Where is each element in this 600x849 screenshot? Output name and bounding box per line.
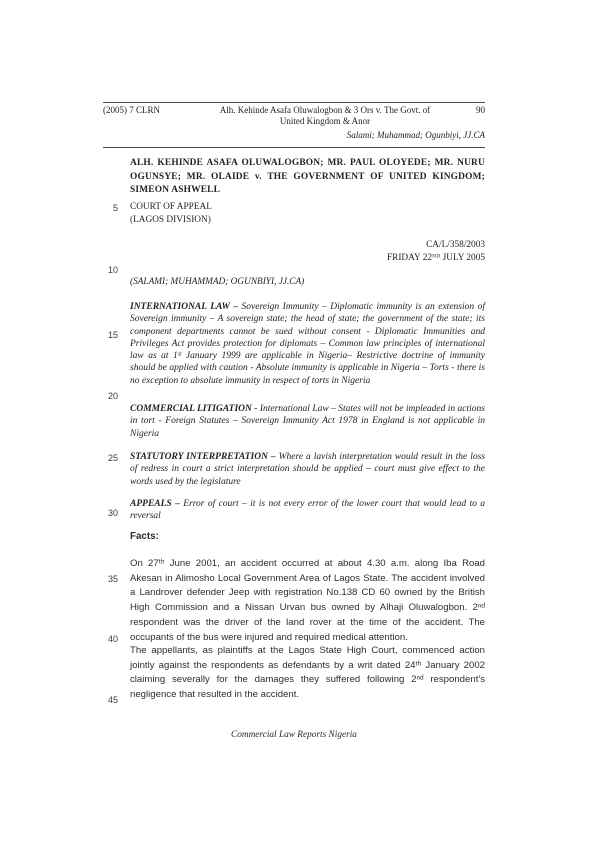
headnote-commercial-litigation [130, 403, 485, 440]
judgment-date: FRIDAY 22ᴺᴰ JULY 2005 [386, 252, 485, 263]
court-block [130, 201, 485, 227]
headnote-label: APPEALS [130, 499, 172, 509]
report-citation: (2005) 7 CLRN [103, 105, 160, 115]
header-bottom-rule [103, 147, 485, 148]
court-name: COURT OF APPEAL [130, 202, 212, 212]
suit-number: CA/L/358/2003 [426, 240, 485, 250]
running-case-line-1: Alh. Kehinde Asafa Oluwalogbon & 3 Ors v. The Govt. of [219, 105, 431, 115]
line-number: 25 [107, 453, 118, 463]
line-number: 45 [107, 695, 118, 705]
running-case-line-2: United Kingdom & Anor [279, 116, 371, 126]
line-number: 40 [107, 634, 118, 644]
facts-paragraph-2: The appellants, as plaintiffs at the Lagos State High Court, commenced action jointly against the respondents as defendants by a writ dated 24ᵗʰ January 2002 claiming severally for the damages they suffered following 2ⁿᵈ respondent's negligence that resulted in the accident. [130, 645, 485, 701]
page-number: 90 [476, 105, 485, 115]
headnote-separator: – [267, 452, 279, 462]
headnote-international-law [130, 301, 485, 387]
headnote-separator: – [171, 499, 184, 509]
case-title: ALH. KEHINDE ASAFA OLUWALOGBON; MR. PAUL OLOYEDE; MR. NURU OGUNSYE; MR. OLAIDE v. THE GOVERNMENT OF UNITED KINGDOM; SIMEON ASHWELL [130, 158, 485, 195]
headnote-label: STATUTORY INTERPRETATION [130, 452, 268, 462]
headnote-appeals [130, 498, 485, 523]
headnote-separator: – [229, 302, 242, 312]
facts-paragraph-1: On 27ᵗʰ June 2001, an accident occurred at about 4.30 a.m. along Iba Road Akesan in Alimosho Local Government Area of Lagos State. The accident involved a Landrover defender Jeep with registration No.138 CD 60 owned by the British High Commission and a Nissan Urvan bus owned by Alhaji Oluwalogbon. 2ⁿᵈ respondent was the driver of the land rover at the time of the accident. The occupants of the bus were injured and required medical attention. [130, 558, 485, 643]
headnote-label: COMMERCIAL LITIGATION [130, 404, 252, 414]
line-number: 20 [107, 391, 118, 401]
headnote-text: Error of court – it is not every error of the lower court that would lead to a reversal [130, 499, 486, 522]
headnote-text: Where a lavish interpretation would result in the loss of redress in court a strict interpretation should be applied – court must give effect to the words used by the legislature [130, 452, 485, 487]
line-number: 30 [107, 508, 118, 518]
running-header [103, 105, 485, 127]
facts-heading: Facts: [130, 531, 159, 542]
running-judges: Salami; Muhammad; Ogunbiyi, JJ.CA [346, 130, 485, 140]
headnote-text: International Law – States will not be impleaded in actions in tort - Foreign Statutes – Sovereign Immunity Act 1978 in England is not applicable in Nigeria [130, 404, 485, 439]
footer-publication-name: Commercial Law Reports Nigeria [231, 730, 357, 740]
court-division: (LAGOS DIVISION) [130, 215, 211, 225]
headnote-separator: - [251, 404, 260, 414]
line-number: 10 [107, 265, 118, 275]
suit-block [130, 239, 485, 265]
coram: (SALAMI; MUHAMMAD; OGUNBIYI, JJ.CA) [130, 277, 305, 287]
headnote-text: Sovereign Immunity – Diplomatic immunity is an extension of Sovereign immunity – A sovereign state; the head of state; the government of the state; its component departments cannot be sued without consent - Diplomatic Immunities and Privileges Act provides protection for diplomats – Common law principles of international law as at 1ˢᵗ January 1999 are applicable in Nigeria– Restrictive doctrine of immunity should be applied with caution - Absolute immunity is applicable in Nigeria – Torts - there is no exception to absolute immunity in respect of torts in Nigeria [130, 302, 486, 386]
running-case-name [191, 105, 459, 127]
line-number: 15 [107, 330, 118, 340]
headnote-statutory-interpretation [130, 451, 485, 488]
header-top-rule [103, 102, 485, 103]
headnote-label: INTERNATIONAL LAW [130, 302, 230, 312]
line-number: 5 [112, 203, 118, 213]
line-number: 35 [107, 574, 118, 584]
